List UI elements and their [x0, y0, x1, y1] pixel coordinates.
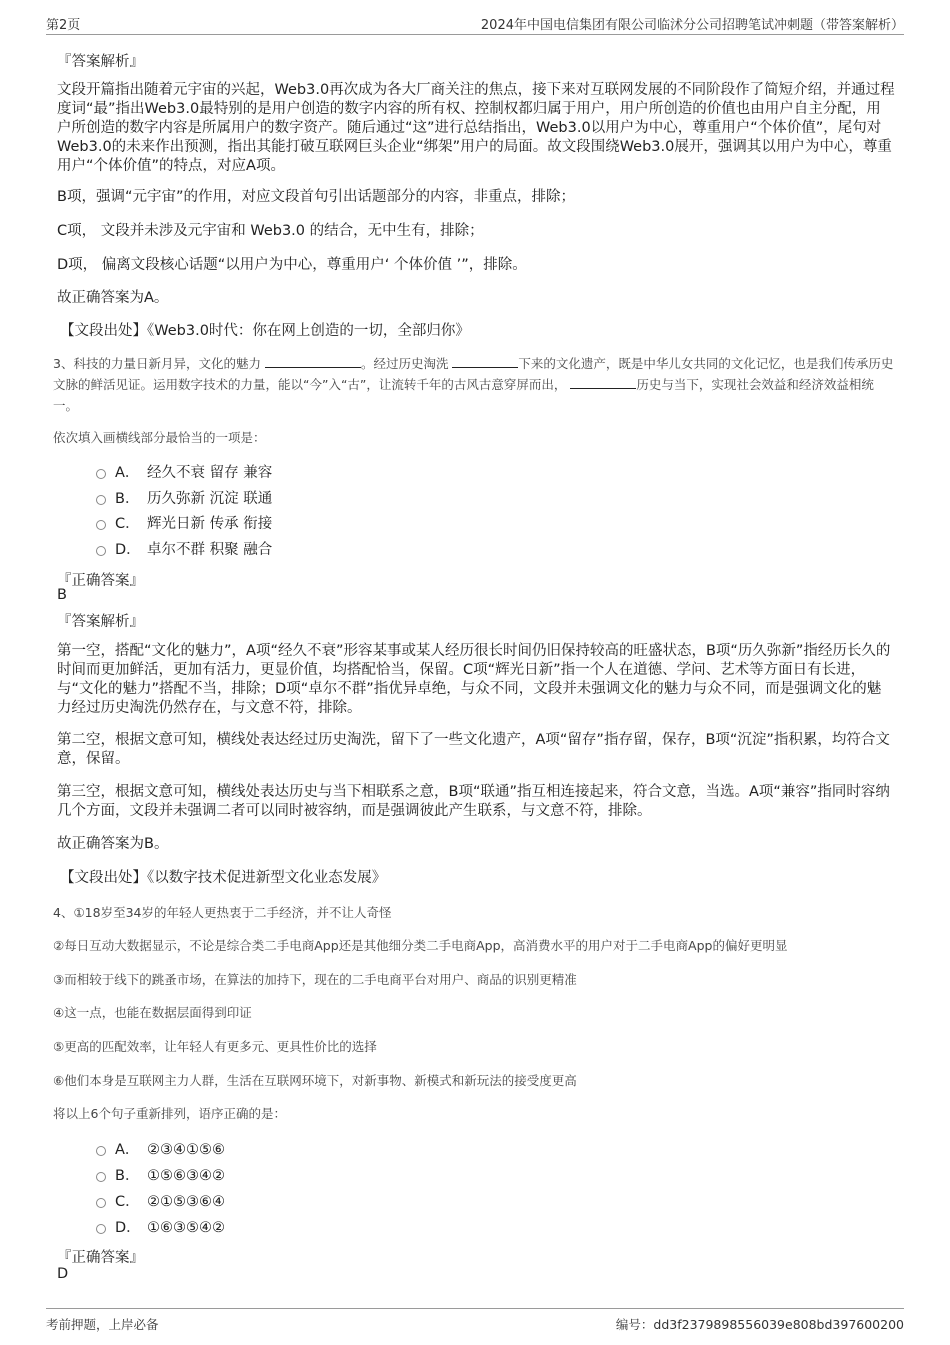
q2-analysis-paragraph: D项， 偏离文段核心话题“以用户为中心，尊重用户‘ 个体价值 ’”，排除。: [57, 257, 527, 273]
radio-icon[interactable]: [96, 495, 106, 505]
q3-option-c[interactable]: C． 辉光日新 传承 衔接: [96, 514, 272, 534]
document-id: 编号：dd3f2379898556039e808bd397600200: [615, 1317, 904, 1332]
q2-source: 【文段出处】《Web3.0时代：你在网上创造的一切，全部归你》: [60, 323, 470, 339]
q4-sentence: 4、①18岁至34岁的年轻人更热衷于二手经济，并不让人奇怪: [53, 905, 392, 920]
q3-stem: 3、科技的力量日新月异，文化的魅力 。经过历史淘洗 下来的文化遗产，既是中华儿女共同的文化记忆，也是我们传承历史文脉的鲜活见证。运用数字技术的力量，能以“今”入“古”，让流转千年的古风古意穿屏而出， 历史与当下，实现社会效益和经济效益相统一。: [53, 356, 894, 413]
blank-1: [265, 354, 361, 368]
radio-icon[interactable]: [96, 546, 106, 556]
q2-analysis-paragraph: B项，强调“元宇宙”的作用，对应文段首句引出话题部分的内容，非重点，排除；: [57, 189, 575, 205]
page-footer: [46, 1308, 904, 1335]
q3-analysis-heading: 『答案解析』: [57, 614, 144, 630]
q4-correct-heading: 『正确答案』: [57, 1250, 144, 1266]
q4-prompt: 将以上6个句子重新排列，语序正确的是：: [53, 1106, 286, 1121]
radio-icon[interactable]: [96, 1172, 106, 1182]
q3-option-a[interactable]: A． 经久不衰 留存 兼容: [96, 463, 272, 483]
document-title: 2024年中国电信集团有限公司临沭分公司招聘笔试冲刺题（带答案解析）: [480, 18, 904, 33]
footer-slogan: 考前押题，上岸必备: [46, 1317, 159, 1332]
q3-conclusion: 故正确答案为B。: [57, 836, 169, 852]
radio-icon[interactable]: [96, 1224, 106, 1234]
q4-sentence: ②每日互动大数据显示，不论是综合类二手电商App还是其他细分类二手电商App，高消费水平的用户对于二手电商App的偏好更明显: [53, 938, 788, 953]
blank-3: [570, 375, 636, 389]
q3-analysis-paragraph: 第一空，搭配“文化的魅力”，A项“经久不衰”形容某事或某人经历很长时间仍旧保持较高的旺盛状态，B项“历久弥新”指经历长久的时间而更加鲜活，更加有活力，更显价值，均搭配恰当，保留。C项“辉光日新”指一个人在道德、学问、艺术等方面日有长进，与“文化的魅力”搭配不当，排除；D项“卓尔不群”指优异卓绝，与众不同，文段并未强调文化的魅力与众不同，而是强调文化的魅力经过历史淘洗仍然存在，与文意不符，排除。: [57, 643, 891, 716]
q2-analysis-heading: 『答案解析』: [57, 54, 144, 70]
q3-option-b[interactable]: B． 历久弥新 沉淀 联通: [96, 489, 272, 509]
page-number: 第2页: [46, 18, 81, 33]
blank-2: [452, 354, 518, 368]
q4-option-b[interactable]: B． ①⑤⑥③④②: [96, 1166, 225, 1186]
q4-option-d[interactable]: D． ①⑥③⑤④②: [96, 1218, 225, 1238]
q3-correct-heading: 『正确答案』: [57, 573, 144, 589]
q2-conclusion: 故正确答案为A。: [57, 290, 169, 306]
q4-option-c[interactable]: C． ②①⑤③⑥④: [96, 1192, 225, 1212]
q3-source: 【文段出处】《以数字技术促进新型文化业态发展》: [60, 870, 387, 886]
q4-sentence: ④这一点，也能在数据层面得到印证: [53, 1005, 252, 1020]
q4-sentence: ⑤更高的匹配效率，让年轻人有更多元、更具性价比的选择: [53, 1039, 377, 1054]
page-header: [46, 12, 904, 35]
q3-correct-answer: B: [57, 587, 67, 603]
q3-prompt: 依次填入画横线部分最恰当的一项是：: [53, 430, 266, 445]
q4-sentence: ⑥他们本身是互联网主力人群，生活在互联网环境下，对新事物、新模式和新玩法的接受度更高: [53, 1073, 577, 1088]
radio-icon[interactable]: [96, 1146, 106, 1156]
q2-analysis-paragraph: 文段开篇指出随着元宇宙的兴起，Web3.0再次成为各大厂商关注的焦点，接下来对互联网发展的不同阶段作了简短介绍，并通过程度词“最”指出Web3.0最特别的是用户创造的数字内容的所有权、控制权都归属于用户，用户所创造的价值也由用户自主分配，用户所创造的数字内容是所属用户的数字资产。随后通过“这”进行总结指出，Web3.0以用户为中心，尊重用户“个体价值”，尾句对Web3.0的未来作出预测，指出其能打破互联网巨头企业“绑架”用户的局面。故文段围绕Web3.0展开，强调其以用户为中心，尊重用户“个体价值”的特点，对应A项。: [57, 82, 895, 174]
q4-sentence: ③而相较于线下的跳蚤市场，在算法的加持下，现在的二手电商平台对用户、商品的识别更精准: [53, 972, 577, 987]
q2-analysis-paragraph: C项， 文段并未涉及元宇宙和 Web3.0 的结合，无中生有，排除；: [57, 223, 484, 239]
q3-analysis-paragraph: 第三空，根据文意可知，横线处表达历史与当下相联系之意，B项“联通”指互相连接起来，符合文意，当选。A项“兼容”指同时容纳几个方面，文段并未强调二者可以同时被容纳，而是强调彼此产生联系，与文意不符，排除。: [57, 784, 890, 819]
q4-correct-answer: D: [57, 1266, 69, 1282]
q3-option-d[interactable]: D． 卓尔不群 积聚 融合: [96, 540, 272, 560]
radio-icon[interactable]: [96, 469, 106, 479]
q4-option-a[interactable]: A． ②③④①⑤⑥: [96, 1140, 225, 1160]
radio-icon[interactable]: [96, 520, 106, 530]
radio-icon[interactable]: [96, 1198, 106, 1208]
q3-analysis-paragraph: 第二空，根据文意可知，横线处表达经过历史淘洗，留下了一些文化遗产，A项“留存”指存留，保存，B项“沉淀”指积累，均符合文意，保留。: [57, 732, 890, 767]
